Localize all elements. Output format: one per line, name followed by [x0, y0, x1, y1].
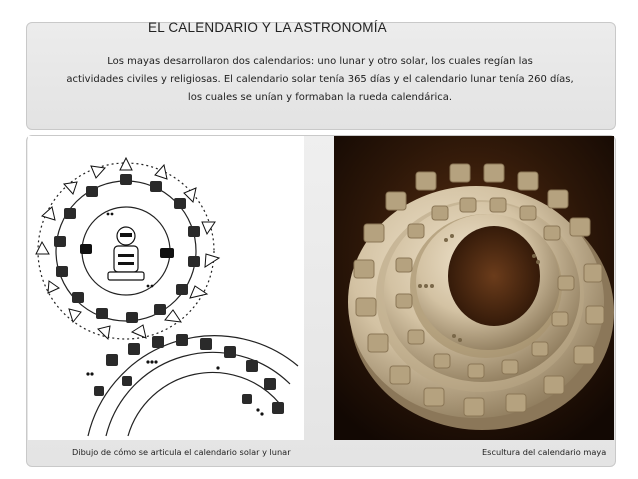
calendar-wheels-illustration [28, 136, 304, 440]
slide-title: EL CALENDARIO Y LA ASTRONOMÍA [148, 20, 387, 35]
calendar-sculpture-image [334, 136, 614, 440]
calendar-sculpture-photo [334, 136, 614, 440]
calendar-wheels-drawing [28, 136, 304, 440]
body-line: actividades civiles y religiosas. El calendario solar tenía 365 días y el calendario lunar tenía 260 días, [66, 74, 574, 85]
body-line: Los mayas desarrollaron dos calendarios: uno lunar y otro solar, los cuales regían las [107, 56, 533, 67]
left-figure-caption: Dibujo de cómo se articula el calendario solar y lunar [72, 447, 291, 457]
body-line: los cuales se unían y formaban la rueda calendárica. [187, 92, 453, 103]
body-paragraph [28, 53, 612, 107]
right-figure-caption: Escultura del calendario maya [482, 447, 607, 457]
